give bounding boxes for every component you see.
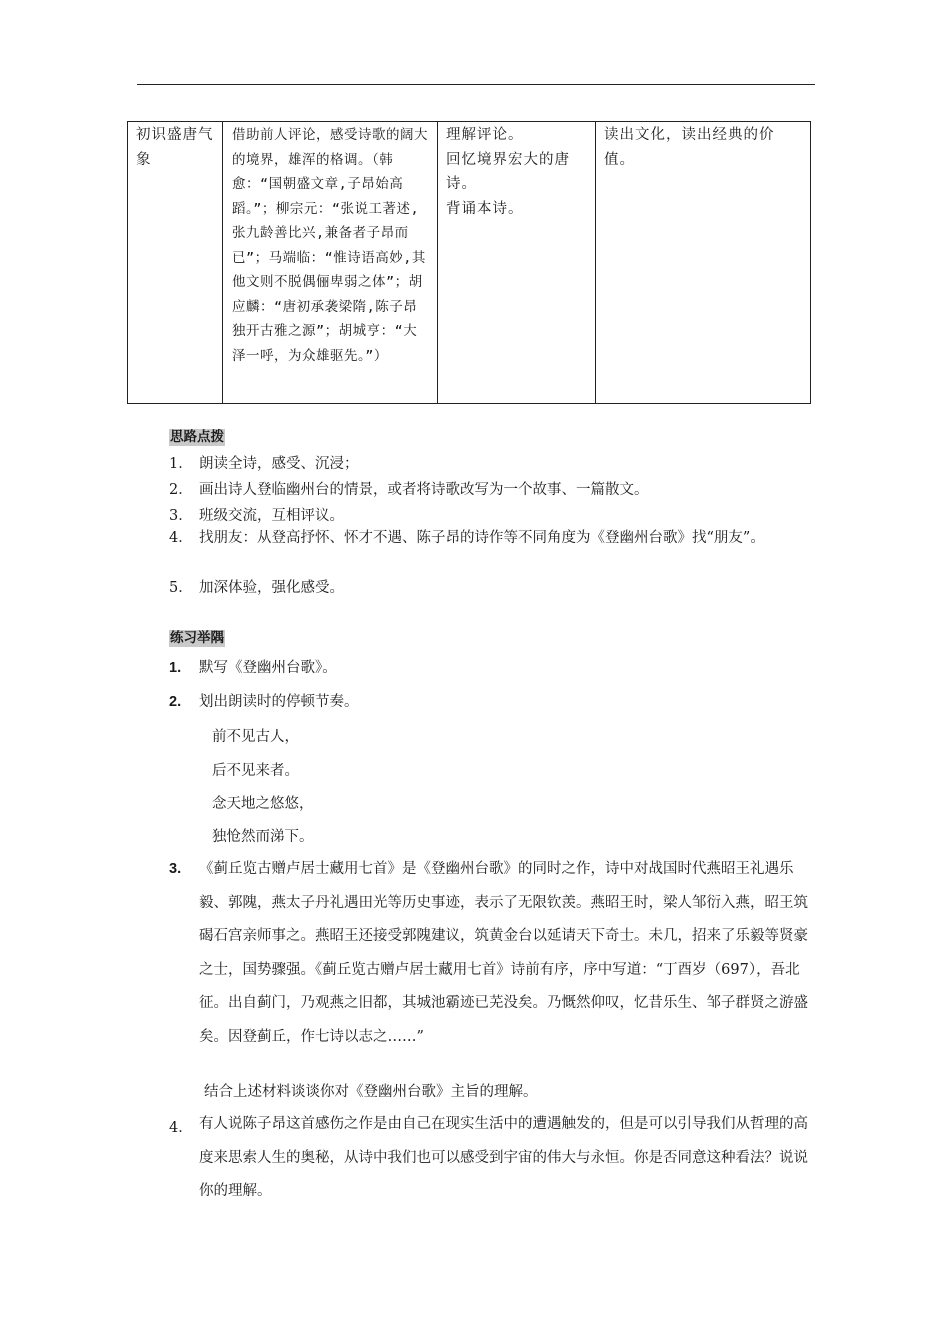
activity-line: 背诵本诗。	[446, 200, 524, 217]
question-2	[169, 689, 819, 715]
question-number: 4．	[169, 1120, 193, 1136]
table-cell-stage: 初识盛唐气象	[128, 122, 223, 404]
question-3-followup: 结合上述材料谈谈你对《登幽州台歌》主旨的理解。	[204, 1084, 538, 1100]
poem-line: 念天地之悠悠，	[212, 796, 314, 812]
list-item	[169, 477, 819, 503]
list-text: 画出诗人登临幽州台的情景，或者将诗歌改写为一个故事、一篇散文。	[199, 482, 649, 498]
question-text: 《蓟丘览古赠卢居士藏用七首》是《登幽州台歌》的同时之作，诗中对战国时代燕昭王礼遇乐毅、郭隗，燕太子丹礼遇田光等历史事迹，表示了无限钦羡。燕昭王时，梁人邹衍入燕，昭王筑碣石宫亲师事之。燕昭王还接受郭隗建议，筑黄金台以延请天下奇士。未几，招来了乐毅等贤豪之士，国势骤强。《蓟丘览古赠卢居士藏用七首》诗前有序，序中写道：“丁酉岁（697），吾北征。出自蓟门，乃观燕之旧都，其城池霸迹已芜没矣。乃慨然仰叹，忆昔乐生、邹子群贤之游盛矣。因登蓟丘，作七诗以志之……”	[199, 861, 808, 1045]
list-text: 班级交流，互相评议。	[199, 508, 344, 524]
list-text: 朗读全诗，感受、沉浸；	[199, 456, 359, 472]
poem-line: 独怆然而涕下。	[212, 829, 314, 845]
list-text: 找朋友：从登高抒怀、怀才不遇、陈子昂的诗作等不同角度为《登幽州台歌》找“朋友”。	[199, 530, 765, 546]
list-number: 1．	[169, 456, 193, 472]
list-text: 加深体验，强化感受。	[199, 580, 344, 596]
question-text: 默写《登幽州台歌》。	[199, 660, 337, 676]
question-text: 有人说陈子昂这首感伤之作是由自己在现实生活中的遭遇触发的，但是可以引导我们从哲理的高度来思索人生的奥秘，从诗中我们也可以感受到宇宙的伟大与永恒。你是否同意这种看法？说说你的理解。	[199, 1116, 808, 1199]
lesson-table	[127, 121, 811, 404]
question-number: 1.	[169, 660, 182, 676]
section-heading-tips: 思路点拨	[170, 429, 224, 445]
table-row	[128, 122, 811, 404]
table-cell-goal: 读出文化，读出经典的价值。	[596, 122, 811, 404]
question-4	[169, 1108, 819, 1209]
activity-line: 回忆境界宏大的唐诗。	[446, 151, 570, 192]
poem-line: 后不见来者。	[212, 763, 299, 779]
question-3	[169, 853, 819, 1054]
list-number: 2．	[169, 482, 193, 498]
table-cell-content: 借助前人评论，感受诗歌的阔大的境界，雄浑的格调。（韩愈：“国朝盛文章,子昂始高蹈。”；柳宗元：“张说工著述,张九龄善比兴,兼备者子昂而已”；马端临：“惟诗语高妙,其他文则不脱偶俪卑弱之体”；胡应麟：“唐初承袭梁隋,陈子昂独开古雅之源”；胡城亨：“大泽一呼，为众雄驱先。”）	[223, 122, 438, 404]
question-number: 2.	[169, 694, 182, 710]
list-number: 4．	[169, 530, 193, 546]
list-item	[169, 451, 819, 477]
question-1	[169, 655, 819, 681]
poem-line: 前不见古人，	[212, 729, 299, 745]
question-number: 3.	[169, 861, 182, 877]
header-rule	[137, 84, 815, 85]
table-cell-activity	[438, 122, 596, 404]
list-item	[169, 575, 819, 601]
list-number: 5．	[169, 580, 193, 596]
activity-line: 理解评论。	[446, 127, 524, 143]
section-heading-exercises: 练习举隅	[170, 630, 224, 646]
list-number: 3．	[169, 508, 193, 524]
question-text: 划出朗读时的停顿节奏。	[199, 694, 359, 710]
list-item	[169, 525, 819, 551]
